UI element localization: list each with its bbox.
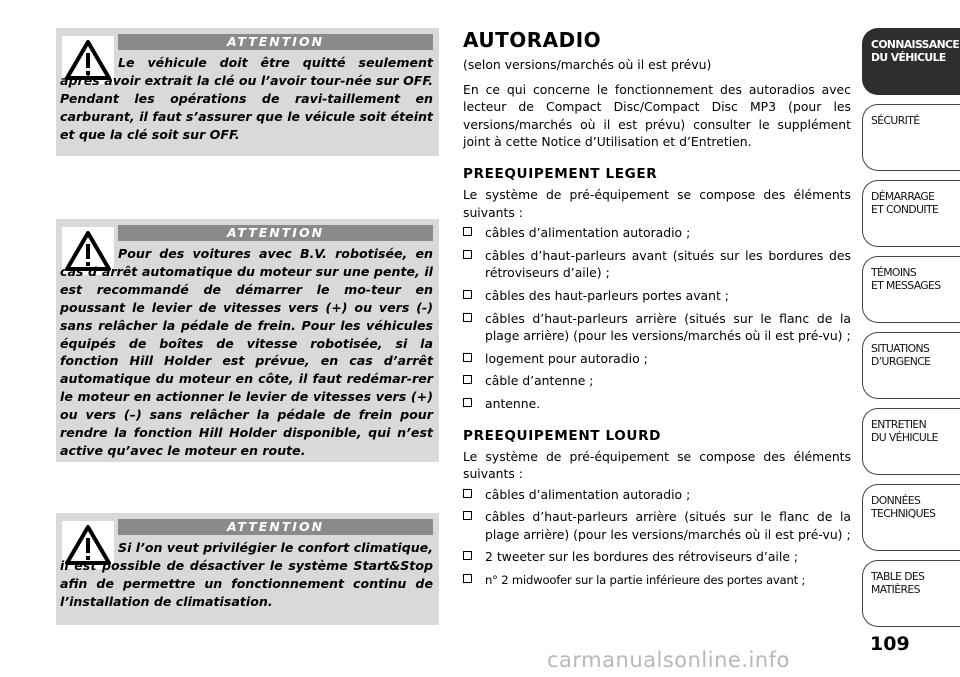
- list-item: câble d’antenne ;: [463, 372, 851, 390]
- tab-temoins-et-messages[interactable]: TÉMOINS ET MESSAGES: [862, 256, 960, 323]
- tab-securite[interactable]: SÉCURITÉ: [862, 104, 960, 171]
- tab-entretien-du-vehicule[interactable]: ENTRETIEN DU VÉHICULE: [862, 408, 960, 475]
- page-number: 109: [870, 633, 910, 655]
- tab-donnees-techniques[interactable]: DONNÉES TECHNIQUES: [862, 484, 960, 551]
- bullet-list-leger: [463, 224, 851, 412]
- checkbox-bullet-icon: [463, 375, 472, 384]
- checkbox-bullet-icon: [463, 574, 472, 583]
- attention-box-2: [56, 219, 439, 462]
- page-title: AUTORADIO: [463, 28, 602, 52]
- checkbox-bullet-icon: [463, 551, 472, 560]
- list-item: câbles d’alimentation autoradio ;: [463, 486, 851, 504]
- attention-text: Le véhicule doit être quitté seulement après avoir extrait la clé ou l’avoir tour-née sur OFF. Pendant les opérations de ravi-taillement en carburant, il faut s’assurer que le véicule soit éteint et que la clé soit sur OFF.: [60, 55, 433, 142]
- list-item: câbles d’alimentation autoradio ;: [463, 224, 851, 242]
- tab-demarrage-et-conduite[interactable]: DÉMARRAGE ET CONDUITE: [862, 180, 960, 247]
- checkbox-bullet-icon: [463, 489, 472, 498]
- section-heading-lourd: PREEQUIPEMENT LOURD: [463, 427, 662, 444]
- list-item: câbles d’haut-parleurs arrière (situés sur le flanc de la plage arrière) (pour les versions/marchés où il est pré-vu) ;: [463, 310, 851, 345]
- list-item: n° 2 midwoofer sur la partie inférieure des portes avant ;: [463, 571, 851, 590]
- bullet-list-lourd: [463, 486, 851, 590]
- section-heading-leger: PREEQUIPEMENT LEGER: [463, 165, 658, 182]
- tab-connaissance-du-vehicule[interactable]: CONNAISSANCE DU VÉHICULE: [862, 28, 960, 95]
- list-item: câbles des haut-parleurs portes avant ;: [463, 287, 851, 305]
- attention-heading: ATTENTION: [118, 225, 433, 241]
- intro-paragraph: En ce qui concerne le fonctionnement des autoradios avec lecteur de Compact Disc/Compact Disc MP3 (pour les versions/marchés où il est prévu) consulter le supplément joint à cette Notice d’Utilisation et d’Entretien.: [463, 81, 851, 150]
- attention-heading: ATTENTION: [118, 34, 433, 50]
- watermark: carmanualsonline.info: [547, 648, 790, 672]
- attention-box-1: [56, 28, 439, 156]
- tab-table-des-matieres[interactable]: TABLE DES MATIÈRES: [862, 560, 960, 627]
- list-item: câbles d’haut-parleurs arrière (situés sur le flanc de la plage arrière) (pour les versions/marchés où il est pré-vu) ;: [463, 508, 851, 543]
- list-item: antenne.: [463, 395, 851, 413]
- checkbox-bullet-icon: [463, 313, 472, 322]
- list-item: 2 tweeter sur les bordures des rétroviseurs d’aile ;: [463, 548, 851, 566]
- checkbox-bullet-icon: [463, 290, 472, 299]
- tab-situations-d-urgence[interactable]: SITUATIONS D’URGENCE: [862, 332, 960, 399]
- attention-heading: ATTENTION: [118, 519, 433, 535]
- checkbox-bullet-icon: [463, 511, 472, 520]
- main-column: [463, 28, 851, 595]
- page-subtitle: (selon versions/marchés où il est prévu): [463, 57, 712, 72]
- checkbox-bullet-icon: [463, 250, 472, 259]
- section-lead: Le système de pré-équipement se compose des éléments suivants :: [463, 448, 851, 482]
- list-item: logement pour autoradio ;: [463, 350, 851, 368]
- checkbox-bullet-icon: [463, 227, 472, 236]
- checkbox-bullet-icon: [463, 398, 472, 407]
- section-lead: Le système de pré-équipement se compose des éléments suivants :: [463, 186, 851, 220]
- attention-text: Si l’on veut privilégier le confort climatique, il est possible de désactiver le système Start&Stop afin de permettre un fonctionnement continu de l’installation de climatisation.: [60, 540, 433, 609]
- attention-box-3: [56, 513, 439, 625]
- list-item: câbles d’haut-parleurs avant (situés sur les bordures des rétroviseurs d’aile) ;: [463, 247, 851, 282]
- attention-text: Pour des voitures avec B.V. robotisée, en cas d’arrêt automatique du moteur sur une pente, il est recommandé de démarrer le mo-teur en poussant le levier de vitesses vers (+) ou vers (-) sans relâcher la pédale de frein. Pour les véhicules équipés de boîtes de vitesse robotisée, si la fonction Hill Holder est prévue, en cas d’arrêt automatique du moteur en côte, il faut redémar-rer le moteur en actionner le levier de vitesses vers (+) ou vers (–) sans relâcher la pédale de frein pour rendre la fonction Hill Holder disponible, qui n’est active qu’avec le moteur en route.: [60, 246, 433, 458]
- checkbox-bullet-icon: [463, 353, 472, 362]
